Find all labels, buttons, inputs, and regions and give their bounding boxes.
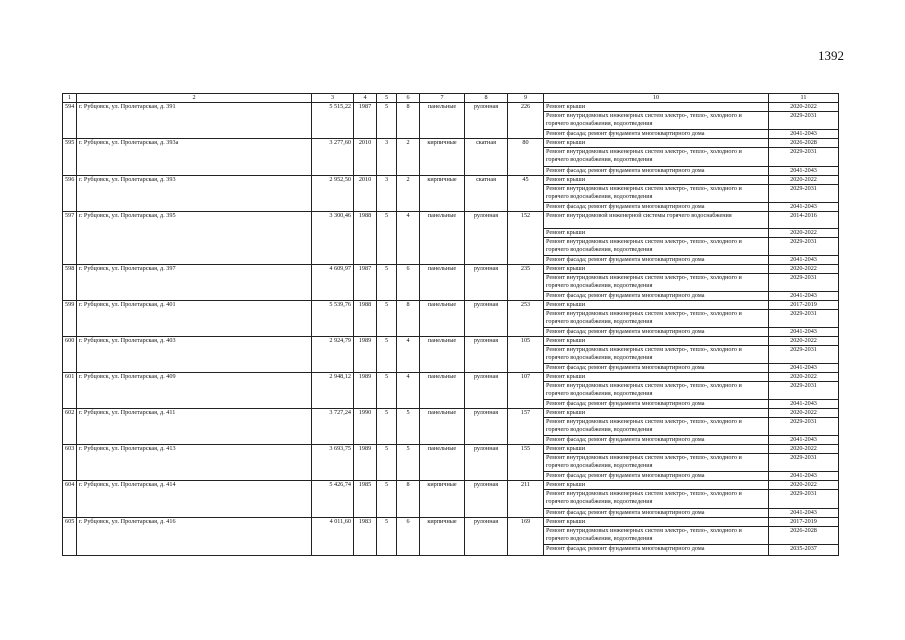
entrances: 6 (397, 265, 420, 301)
table-row (63, 301, 839, 310)
column-number: 4 (354, 94, 377, 103)
wall-material: кирпичные (420, 176, 465, 212)
work-period: 2041-2043 (769, 256, 839, 265)
entrances: 8 (397, 301, 420, 337)
wall-material: панельные (420, 301, 465, 337)
floors: 3 (377, 176, 397, 212)
page-number: 1392 (818, 48, 844, 63)
address: г. Рубцовск, ул. Пролетарская, д. 393а (77, 139, 312, 176)
address: г. Рубцовск, ул. Пролетарская, д. 393 (77, 176, 312, 212)
work-period: 2029-2031 (769, 490, 839, 509)
roof-type: рулонная (465, 212, 508, 265)
roof-type: рулонная (465, 301, 508, 337)
build-year: 1990 (354, 409, 377, 445)
entrances: 4 (397, 337, 420, 373)
work-name: Ремонт внутридомовых инженерных систем электро-, тепло-, холодного и горячего водоснабжения, водоотведения (544, 418, 769, 436)
work-period: 2041-2043 (769, 292, 839, 301)
work-name: Ремонт крыши (544, 139, 769, 148)
table-row (63, 103, 839, 112)
work-name: Ремонт внутридомовых инженерных систем электро-, тепло-, холодного и горячего водоснабжения, водоотведения (544, 238, 769, 256)
residents-count: 226 (508, 103, 544, 139)
work-period: 2020-2022 (769, 481, 839, 490)
work-name: Ремонт фасада; ремонт фундамента многоквартирного дома (544, 167, 769, 176)
address: г. Рубцовск, ул. Пролетарская, д. 395 (77, 212, 312, 265)
wall-material: панельные (420, 265, 465, 301)
work-name: Ремонт внутридомовых инженерных систем электро-, тепло-, холодного и горячего водоснабжения, водоотведения (544, 490, 769, 509)
work-period: 2020-2022 (769, 265, 839, 274)
work-period: 2029-2031 (769, 238, 839, 256)
roof-type: рулонная (465, 103, 508, 139)
work-name: Ремонт фасада; ремонт фундамента многоквартирного дома (544, 256, 769, 265)
total-area: 5 515,22 (312, 103, 354, 139)
work-period: 2041-2043 (769, 203, 839, 212)
residents-count: 169 (508, 518, 544, 556)
roof-type: рулонная (465, 337, 508, 373)
build-year: 1987 (354, 103, 377, 139)
work-period: 2026-2028 (769, 527, 839, 545)
work-name: Ремонт крыши (544, 373, 769, 382)
wall-material: кирпичные (420, 481, 465, 518)
work-name: Ремонт фасада; ремонт фундамента многоквартирного дома (544, 203, 769, 212)
wall-material: панельные (420, 409, 465, 445)
work-period: 2017-2019 (769, 518, 839, 527)
work-period: 2041-2043 (769, 328, 839, 337)
roof-type: рулонная (465, 445, 508, 481)
wall-material: панельные (420, 445, 465, 481)
residents-count: 253 (508, 301, 544, 337)
total-area: 2 924,79 (312, 337, 354, 373)
total-area: 5 539,76 (312, 301, 354, 337)
work-period: 2020-2022 (769, 337, 839, 346)
row-number: 594 (63, 103, 77, 139)
row-number: 595 (63, 139, 77, 176)
work-period: 2029-2031 (769, 382, 839, 400)
row-number: 597 (63, 212, 77, 265)
entrances: 2 (397, 139, 420, 176)
residents-count: 235 (508, 265, 544, 301)
build-year: 1988 (354, 212, 377, 265)
work-name: Ремонт внутридомовых инженерных систем электро-, тепло-, холодного и горячего водоснабжения, водоотведения (544, 527, 769, 545)
floors: 5 (377, 212, 397, 265)
residents-count: 105 (508, 337, 544, 373)
wall-material: кирпичные (420, 518, 465, 556)
work-period: 2041-2043 (769, 167, 839, 176)
work-name: Ремонт фасада; ремонт фундамента многоквартирного дома (544, 545, 769, 556)
work-period: 2041-2043 (769, 400, 839, 409)
work-period: 2017-2019 (769, 301, 839, 310)
table-row (63, 265, 839, 274)
table-row (63, 481, 839, 490)
build-year: 1987 (354, 265, 377, 301)
column-number: 10 (544, 94, 769, 103)
table-row (63, 518, 839, 527)
work-name: Ремонт фасада; ремонт фундамента многоквартирного дома (544, 436, 769, 445)
residents-count: 80 (508, 139, 544, 176)
build-year: 1985 (354, 481, 377, 518)
work-period: 2029-2031 (769, 454, 839, 472)
work-period: 2035-2037 (769, 545, 839, 556)
work-name: Ремонт внутридомовых инженерных систем электро-, тепло-, холодного и горячего водоснабжения, водоотведения (544, 310, 769, 328)
entrances: 6 (397, 518, 420, 556)
row-number: 603 (63, 445, 77, 481)
table-row (63, 409, 839, 418)
work-name: Ремонт фасада; ремонт фундамента многоквартирного дома (544, 364, 769, 373)
work-name: Ремонт фасада; ремонт фундамента многоквартирного дома (544, 130, 769, 139)
floors: 5 (377, 301, 397, 337)
work-period: 2020-2022 (769, 445, 839, 454)
work-name: Ремонт внутридомовых инженерных систем электро-, тепло-, холодного и горячего водоснабжения, водоотведения (544, 346, 769, 364)
build-year: 1983 (354, 518, 377, 556)
column-number: 7 (420, 94, 465, 103)
address: г. Рубцовск, ул. Пролетарская, д. 401 (77, 301, 312, 337)
work-period: 2020-2022 (769, 409, 839, 418)
work-name: Ремонт внутридомовых инженерных систем электро-, тепло-, холодного и горячего водоснабжения, водоотведения (544, 382, 769, 400)
wall-material: кирпичные (420, 139, 465, 176)
address: г. Рубцовск, ул. Пролетарская, д. 414 (77, 481, 312, 518)
row-number: 596 (63, 176, 77, 212)
wall-material: панельные (420, 103, 465, 139)
floors: 5 (377, 373, 397, 409)
roof-type: рулонная (465, 265, 508, 301)
work-name: Ремонт внутридомовых инженерных систем электро-, тепло-, холодного и горячего водоснабжения, водоотведения (544, 274, 769, 292)
column-number: 11 (769, 94, 839, 103)
work-name: Ремонт крыши (544, 301, 769, 310)
column-number-row (63, 94, 839, 103)
build-year: 1989 (354, 373, 377, 409)
work-period: 2029-2031 (769, 310, 839, 328)
floors: 5 (377, 103, 397, 139)
work-name: Ремонт фасада; ремонт фундамента многоквартирного дома (544, 328, 769, 337)
wall-material: панельные (420, 373, 465, 409)
work-period: 2020-2022 (769, 229, 839, 238)
column-number: 2 (77, 94, 312, 103)
residents-count: 155 (508, 445, 544, 481)
address: г. Рубцовск, ул. Пролетарская, д. 403 (77, 337, 312, 373)
work-period: 2041-2043 (769, 509, 839, 518)
entrances: 4 (397, 212, 420, 265)
row-number: 598 (63, 265, 77, 301)
table-row (63, 337, 839, 346)
work-name: Ремонт фасада; ремонт фундамента многоквартирного дома (544, 509, 769, 518)
address: г. Рубцовск, ул. Пролетарская, д. 411 (77, 409, 312, 445)
total-area: 4 011,60 (312, 518, 354, 556)
address: г. Рубцовск, ул. Пролетарская, д. 409 (77, 373, 312, 409)
build-year: 2010 (354, 139, 377, 176)
column-number: 9 (508, 94, 544, 103)
row-number: 602 (63, 409, 77, 445)
total-area: 3 693,75 (312, 445, 354, 481)
column-number: 3 (312, 94, 354, 103)
roof-type: скатная (465, 176, 508, 212)
work-period: 2029-2031 (769, 148, 839, 167)
entrances: 8 (397, 481, 420, 518)
address: г. Рубцовск, ул. Пролетарская, д. 413 (77, 445, 312, 481)
table-row (63, 212, 839, 229)
residents-count: 211 (508, 481, 544, 518)
wall-material: панельные (420, 212, 465, 265)
row-number: 601 (63, 373, 77, 409)
entrances: 8 (397, 103, 420, 139)
work-period: 2029-2031 (769, 185, 839, 203)
residents-count: 107 (508, 373, 544, 409)
entrances: 2 (397, 176, 420, 212)
roof-type: рулонная (465, 518, 508, 556)
address: г. Рубцовск, ул. Пролетарская, д. 391 (77, 103, 312, 139)
row-number: 600 (63, 337, 77, 373)
floors: 5 (377, 409, 397, 445)
row-number: 599 (63, 301, 77, 337)
floors: 3 (377, 139, 397, 176)
work-name: Ремонт крыши (544, 103, 769, 112)
column-number: 1 (63, 94, 77, 103)
work-period: 2041-2043 (769, 436, 839, 445)
work-period: 2029-2031 (769, 274, 839, 292)
work-period: 2020-2022 (769, 176, 839, 185)
total-area: 5 426,74 (312, 481, 354, 518)
floors: 5 (377, 518, 397, 556)
residents-count: 45 (508, 176, 544, 212)
work-name: Ремонт крыши (544, 265, 769, 274)
work-name: Ремонт крыши (544, 481, 769, 490)
work-name: Ремонт крыши (544, 518, 769, 527)
total-area: 3 277,60 (312, 139, 354, 176)
work-name: Ремонт крыши (544, 445, 769, 454)
work-period: 2029-2031 (769, 346, 839, 364)
work-name: Ремонт крыши (544, 409, 769, 418)
column-number: 5 (377, 94, 397, 103)
column-number: 6 (397, 94, 420, 103)
total-area: 3 727,24 (312, 409, 354, 445)
work-period: 2026-2028 (769, 139, 839, 148)
build-year: 1988 (354, 301, 377, 337)
housing-repair-table (62, 93, 839, 556)
work-period: 2041-2043 (769, 130, 839, 139)
table-row (63, 445, 839, 454)
work-name: Ремонт фасада; ремонт фундамента многоквартирного дома (544, 472, 769, 481)
table-row (63, 176, 839, 185)
work-period: 2041-2043 (769, 364, 839, 373)
floors: 5 (377, 445, 397, 481)
entrances: 5 (397, 445, 420, 481)
row-number: 604 (63, 481, 77, 518)
work-name: Ремонт крыши (544, 176, 769, 185)
wall-material: панельные (420, 337, 465, 373)
work-period: 2020-2022 (769, 103, 839, 112)
work-period: 2020-2022 (769, 373, 839, 382)
address: г. Рубцовск, ул. Пролетарская, д. 397 (77, 265, 312, 301)
total-area: 2 948,12 (312, 373, 354, 409)
residents-count: 157 (508, 409, 544, 445)
build-year: 1989 (354, 337, 377, 373)
floors: 5 (377, 481, 397, 518)
address: г. Рубцовск, ул. Пролетарская, д. 416 (77, 518, 312, 556)
work-name: Ремонт внутридомовых инженерных систем электро-, тепло-, холодного и горячего водоснабжения, водоотведения (544, 185, 769, 203)
work-name: Ремонт крыши (544, 229, 769, 238)
build-year: 2010 (354, 176, 377, 212)
work-name: Ремонт крыши (544, 337, 769, 346)
work-period: 2014-2016 (769, 212, 839, 229)
build-year: 1989 (354, 445, 377, 481)
entrances: 5 (397, 409, 420, 445)
table-row (63, 139, 839, 148)
work-name: Ремонт внутридомовых инженерных систем электро-, тепло-, холодного и горячего водоснабжения, водоотведения (544, 454, 769, 472)
roof-type: скатная (465, 139, 508, 176)
work-name: Ремонт фасада; ремонт фундамента многоквартирного дома (544, 400, 769, 409)
work-name: Ремонт внутридомовых инженерных систем электро-, тепло-, холодного и горячего водоснабжения, водоотведения (544, 148, 769, 167)
row-number: 605 (63, 518, 77, 556)
work-period: 2029-2031 (769, 112, 839, 130)
work-name: Ремонт внутридомовых инженерных систем электро-, тепло-, холодного и горячего водоснабжения, водоотведения (544, 112, 769, 130)
roof-type: рулонная (465, 373, 508, 409)
work-name: Ремонт фасада; ремонт фундамента многоквартирного дома (544, 292, 769, 301)
work-period: 2029-2031 (769, 418, 839, 436)
work-period: 2041-2043 (769, 472, 839, 481)
column-number: 8 (465, 94, 508, 103)
floors: 5 (377, 265, 397, 301)
total-area: 2 952,50 (312, 176, 354, 212)
entrances: 4 (397, 373, 420, 409)
roof-type: рулонная (465, 481, 508, 518)
total-area: 4 609,97 (312, 265, 354, 301)
roof-type: рулонная (465, 409, 508, 445)
floors: 5 (377, 337, 397, 373)
total-area: 3 300,46 (312, 212, 354, 265)
residents-count: 152 (508, 212, 544, 265)
work-name: Ремонт внутридомовой инженерной системы горячего водоснабжения (544, 212, 769, 229)
table-row (63, 373, 839, 382)
